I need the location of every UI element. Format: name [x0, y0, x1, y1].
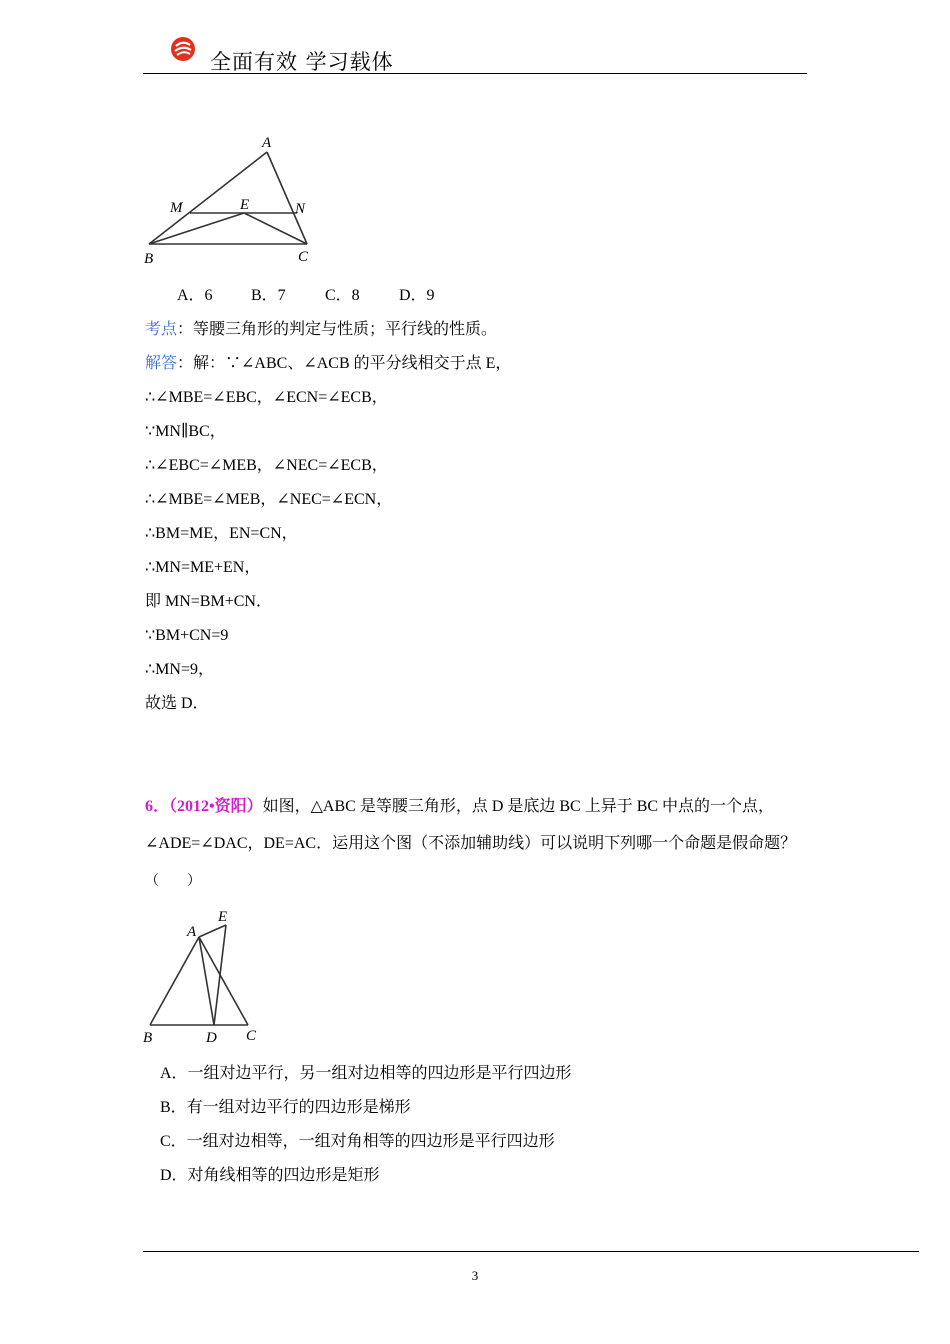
solution-step: ∴MN=9，	[145, 661, 214, 678]
kaodian-line	[145, 320, 497, 340]
q6-option-a: A．一组对边平行，另一组对边相等的四边形是平行四边形	[160, 1065, 572, 1082]
solution-step: ∴∠EBC=∠MEB，∠NEC=∠ECB，	[145, 457, 388, 474]
solution-step: ∴BM=ME，EN=CN，	[145, 525, 298, 542]
solution-step: ∵MN∥BC，	[145, 423, 226, 440]
label-a: A	[187, 924, 197, 940]
label-m: M	[170, 200, 183, 216]
q6-option-c: C．一组对边相等，一组对角相等的四边形是平行四边形	[160, 1133, 555, 1150]
label-c: C	[246, 1028, 257, 1044]
label-d: D	[206, 1030, 217, 1045]
solution-step: 故选 D．	[145, 695, 209, 712]
footer-divider	[143, 1251, 919, 1252]
brand-logo-icon	[170, 36, 196, 62]
label-e: E	[218, 909, 228, 925]
q5-options	[177, 286, 435, 306]
kaodian-label: 考点	[145, 321, 178, 338]
jieda-text: ：解：∵∠ABC、∠ACB 的平分线相交于点 E，	[177, 355, 512, 372]
label-a: A	[262, 135, 272, 151]
solution-step: ∴∠MBE=∠EBC，∠ECN=∠ECB，	[145, 389, 388, 406]
q5-option-b: B．7	[251, 287, 286, 304]
q6-option-b: B．有一组对边平行的四边形是梯形	[160, 1099, 411, 1116]
jieda-label: 解答	[145, 355, 178, 372]
q6-stem-line1	[145, 797, 774, 817]
label-b: B	[144, 251, 154, 267]
label-c: C	[298, 249, 309, 265]
q5-option-c: C．8	[325, 287, 360, 304]
solution-step: ∴MN=ME+EN，	[145, 559, 261, 576]
label-b: B	[143, 1030, 153, 1045]
q6-option-d: D．对角线相等的四边形是矩形	[160, 1167, 380, 1184]
figure-isosceles-abc-de	[138, 905, 268, 1045]
header-divider	[143, 73, 807, 74]
solution-step: 即 MN=BM+CN．	[145, 593, 272, 610]
kaodian-text: ：等腰三角形的判定与性质；平行线的性质。	[177, 321, 498, 338]
solution-step: ∴∠MBE=∠MEB，∠NEC=∠ECN，	[145, 491, 393, 508]
q5-option-a: A．6	[177, 287, 213, 304]
jieda-line	[145, 354, 511, 374]
q6-answer-paren: （ ）	[145, 874, 201, 889]
q6-stem-line2: ∠ADE=∠DAC，DE=AC．运用这个图（不添加辅助线）可以说明下列哪一个命题是假命题？	[145, 835, 797, 852]
solution-step: ∵BM+CN=9	[145, 627, 229, 644]
figure-triangle-abc-mn	[140, 130, 330, 270]
page-number: 3	[471, 1268, 479, 1283]
q6-stem-text1: 如图，△ABC 是等腰三角形，点 D 是底边 BC 上异于 BC 中点的一个点，	[262, 798, 775, 815]
header-title: 全面有效 学习载体	[210, 50, 394, 74]
q6-number: 6．（2012•资阳）	[145, 798, 263, 815]
label-e: E	[240, 197, 250, 213]
label-n: N	[295, 201, 306, 217]
q5-option-d: D．9	[399, 287, 435, 304]
